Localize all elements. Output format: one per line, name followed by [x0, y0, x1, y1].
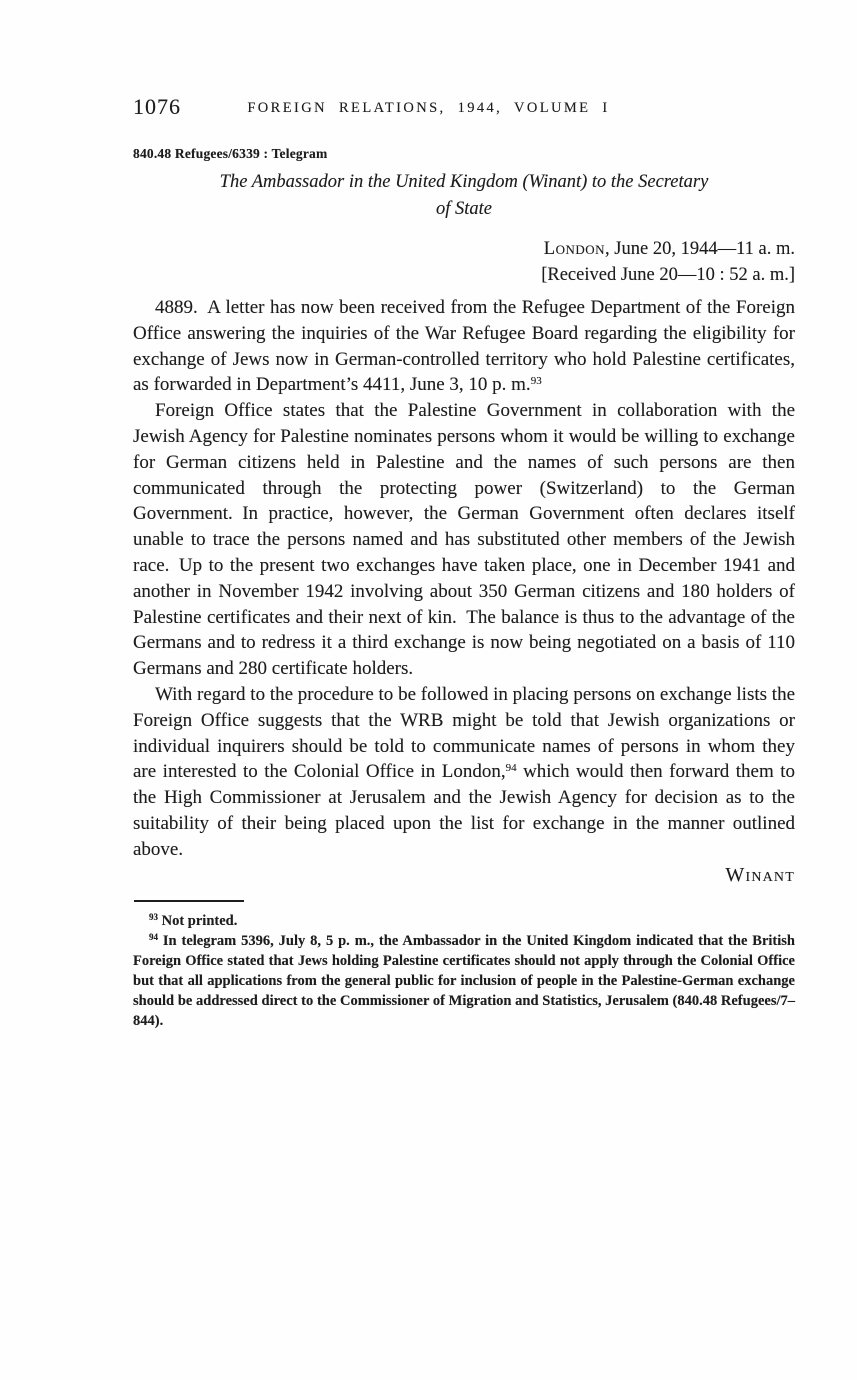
document-title-line-2: of State	[435, 199, 492, 219]
document-title-line-1: The Ambassador in the United Kingdom (Winant) to the Secretary	[219, 172, 709, 192]
running-head-title: FOREIGN RELATIONS, 1944, VOLUME I	[247, 100, 610, 116]
dateline-date: , June 20, 1944—11 a. m.	[605, 239, 795, 259]
footnote-93-reference: 93	[530, 375, 542, 388]
body-paragraph-1	[133, 295, 795, 398]
dateline-place: London	[543, 239, 606, 259]
footnote-94-marker: 94	[149, 931, 158, 942]
footnote-93-text: Not printed.	[158, 912, 238, 929]
footnote-94	[133, 931, 795, 1031]
footnote-93-marker: 93	[149, 911, 158, 922]
document-body	[133, 146, 795, 1031]
footnote-94-text: In telegram 5396, July 8, 5 p. m., the Ambassador in the United Kingdom indicated that the British Foreign Office stated that Jews holding Palestine certificates should not apply through the Colonial Office but that all applications from the general public for inclusion of people in the Palestine-German exchange should be addressed direct to the Commissioner of Migration and Statistics, Jerusalem (840.48 Refugees/7–844).	[133, 932, 795, 1029]
document-title	[133, 169, 795, 223]
footnote-94-reference: 94	[505, 762, 517, 775]
signature: Winant	[725, 863, 795, 886]
paragraph-3-text-after: which would then forward them to the High Commissioner at Jerusalem and the Jewish Agency for decision as to the suitability of their being placed upon the list for exchange in the manner outlined above.	[133, 761, 795, 860]
paragraph-3-text-before: With regard to the procedure to be followed in placing persons on exchange lists the Foreign Office suggests that the WRB might be told that Jewish organizations or individual inquirers should be told to communicate names of persons in whom they are interested to the Colonial Office in London,	[133, 683, 795, 783]
dateline	[133, 236, 795, 262]
running-header	[0, 0, 857, 122]
paragraph-1-text: 4889. A letter has now been received from the Refugee Department of the Foreign Office answering the inquiries of the War Refugee Board regarding the eligibility for exchange of Jews now in German-controlled territory who hold Palestine certificates, as forwarded in Department’s 4411, June 3, 10 p. m.	[133, 297, 795, 396]
footnote-93	[133, 911, 795, 931]
received-line: [Received June 20—10 : 52 a. m.]	[541, 265, 795, 285]
body-paragraph-2	[133, 398, 795, 682]
body-paragraph-3	[133, 682, 795, 863]
archive-reference: 840.48 Refugees/6339 : Telegram	[133, 146, 328, 161]
footnotes-section	[133, 911, 795, 1031]
footnote-rule	[134, 900, 244, 902]
paragraph-2-text: Foreign Office states that the Palestine Government in collaboration with the Jewish Agency for Palestine nominates persons whom it would be willing to exchange for German citizens held in Palestine and the names of such persons are then communicated through the protecting power (Switzerland) to the German Government. In practice, however, the German Government often declares itself unable to trace the persons named and has substituted other members of the Jewish race. Up to the present two exchanges have taken place, one in December 1941 and another in November 1942 involving about 350 German citizens and 180 holders of Palestine certificates and their next of kin. The balance is thus to the advantage of the Germans and to redress it a third exchange is now being negotiated on a basis of 110 Germans and 280 certificate holders.	[133, 400, 795, 680]
page-number: 1076	[133, 94, 181, 119]
